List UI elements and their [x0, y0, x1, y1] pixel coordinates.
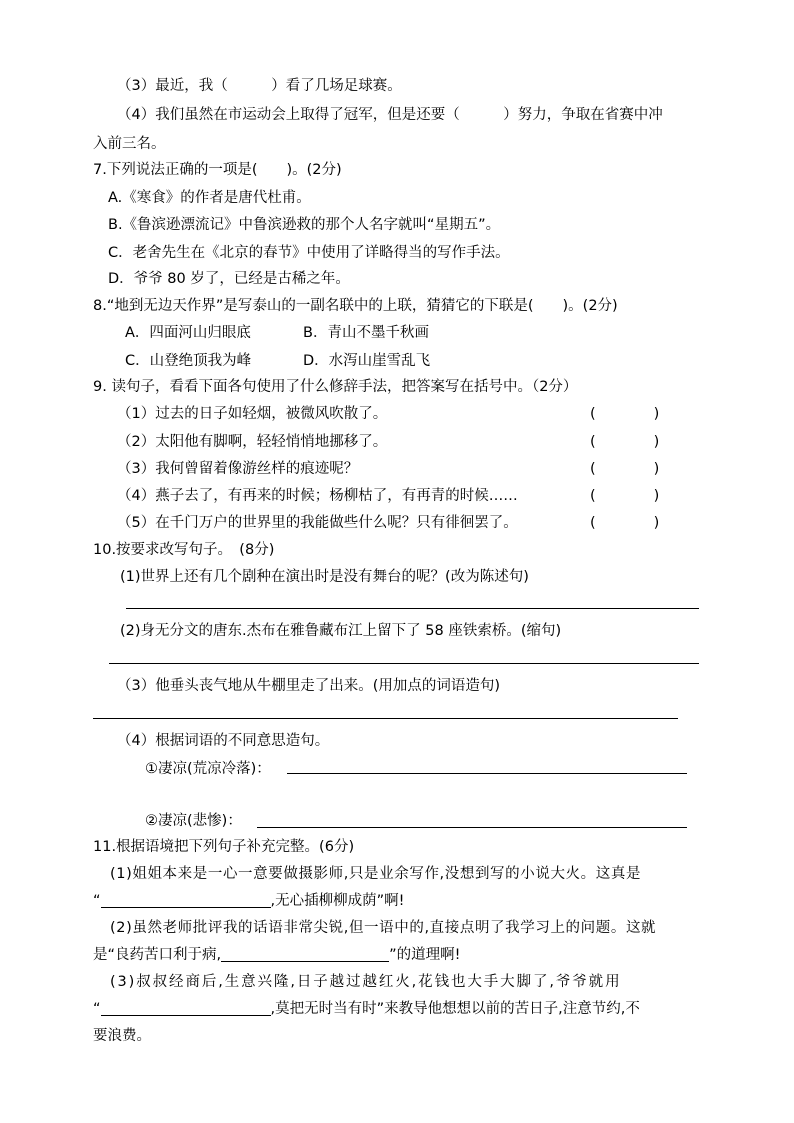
q9-answer-bracket-2: ( ) — [590, 434, 660, 450]
q9-item4: （4）燕子去了，有再来的时候；杨柳枯了，有再青的时候…… — [117, 488, 518, 504]
q10-sense1-answer-line[interactable] — [287, 773, 687, 774]
q10-sense1-label: ①凄凉(荒凉冷落)： — [145, 761, 271, 777]
q11-item3-line1: (3)叔叔经商后,生意兴隆,日子越过越红火,花钱也大手大脚了,爷爷就用 — [110, 974, 622, 990]
q6-item4-line1: （4）我们虽然在市运动会上取得了冠军，但是还要（ ）努力，争取在省赛中冲 — [117, 107, 663, 123]
q11-item2-line2 — [93, 945, 460, 965]
q11-item1-line1: (1)姐姐本来是一心一意要做摄影师,只是业余写作,没想到写的小说大火。这真是 — [110, 866, 642, 882]
q11-item3-line3: 要浪费。 — [93, 1028, 151, 1044]
q7-option-c: C．老舍先生在《北京的春节》中使用了详略得当的写作手法。 — [108, 245, 510, 261]
q9-answer-bracket-3: ( ) — [590, 461, 660, 477]
q9-stem: 9. 读句子，看看下面各句使用了什么修辞手法，把答案写在括号中。（2分） — [93, 379, 578, 395]
q11-item3-blank[interactable] — [101, 999, 271, 1016]
q11-item1-line2 — [93, 891, 404, 911]
q8-option-b: B．青山不墨千秋画 — [303, 325, 429, 341]
q6-item3: （3）最近，我（ ）看了几场足球赛。 — [117, 78, 402, 94]
q9-item1: （1）过去的日子如轻烟，被微风吹散了。 — [117, 406, 388, 422]
q7-option-a: A.《寒食》的作者是唐代杜甫。 — [108, 190, 311, 206]
q11-item3-close: ,莫把无时当有时”来教导他想想以前的苦日子,注意节约,不 — [270, 1001, 640, 1017]
q8-stem: 8.“地到无边天作界”是写泰山的一副名联中的上联，猜猜它的下联是( )。(2分) — [93, 298, 618, 314]
q10-item1-answer-line[interactable] — [126, 608, 699, 609]
q11-stem: 11.根据语境把下列句子补充完整。(6分) — [93, 839, 355, 855]
q11-item2-line1: (2)虽然老师批评我的话语非常尖锐,但一语中的,直接点明了我学习上的问题。这就 — [110, 920, 657, 936]
q8-option-d: D．水泻山崖雪乱飞 — [303, 353, 431, 369]
q10-item2-answer-line[interactable] — [109, 663, 699, 664]
q10-item4: （4）根据词语的不同意思造句。 — [117, 733, 330, 749]
q11-item1-blank[interactable] — [101, 891, 271, 908]
q10-sense2-answer-line[interactable] — [257, 827, 687, 828]
q7-stem: 7.下列说法正确的一项是( )。(2分) — [93, 162, 342, 178]
q11-item2-close: ”的道理啊! — [389, 947, 461, 963]
q9-item3: （3）我何曾留着像游丝样的痕迹呢？ — [117, 461, 359, 477]
q7-option-b: B.《鲁滨逊漂流记》中鲁滨逊救的那个人名字就叫“星期五”。 — [108, 217, 501, 233]
q9-answer-bracket-4: ( ) — [590, 488, 660, 504]
q11-item2-open: 是“良药苦口利于病, — [93, 947, 222, 963]
q9-item2: （2）太阳他有脚啊，轻轻悄悄地挪移了。 — [117, 434, 388, 450]
q9-answer-bracket-1: ( ) — [590, 406, 660, 422]
q10-item3: （3）他垂头丧气地从牛棚里走了出来。(用加点的词语造句) — [117, 678, 501, 694]
q10-stem: 10.按要求改写句子。 (8分) — [93, 542, 275, 558]
q10-item3-answer-line[interactable] — [93, 718, 678, 719]
q10-item1: (1)世界上还有几个剧种在演出时是没有舞台的呢？(改为陈述句) — [120, 569, 529, 585]
q8-option-a: A．四面河山归眼底 — [125, 325, 251, 341]
q7-option-d: D．爷爷 80 岁了，已经是古稀之年。 — [108, 271, 350, 287]
q11-item1-open-quote: “ — [93, 893, 101, 909]
q11-item1-close: ,无心插柳柳成荫”啊! — [270, 893, 405, 909]
q10-item2: (2)身无分文的唐东.杰布在雅鲁藏布江上留下了 58 座铁索桥。(缩句) — [120, 623, 562, 639]
q9-answer-bracket-5: ( ) — [590, 515, 660, 531]
q11-item3-open-quote: “ — [93, 1001, 101, 1017]
q10-sense2-label: ②凄凉(悲惨)： — [145, 813, 242, 829]
q8-option-c: C．山登绝顶我为峰 — [125, 353, 252, 369]
q11-item3-line2 — [93, 999, 640, 1019]
q6-item4-line2: 入前三名。 — [93, 136, 166, 152]
q11-item2-blank[interactable] — [221, 945, 389, 962]
q9-item5: （5）在千门万户的世界里的我能做些什么呢？只有徘徊罢了。 — [117, 515, 518, 531]
